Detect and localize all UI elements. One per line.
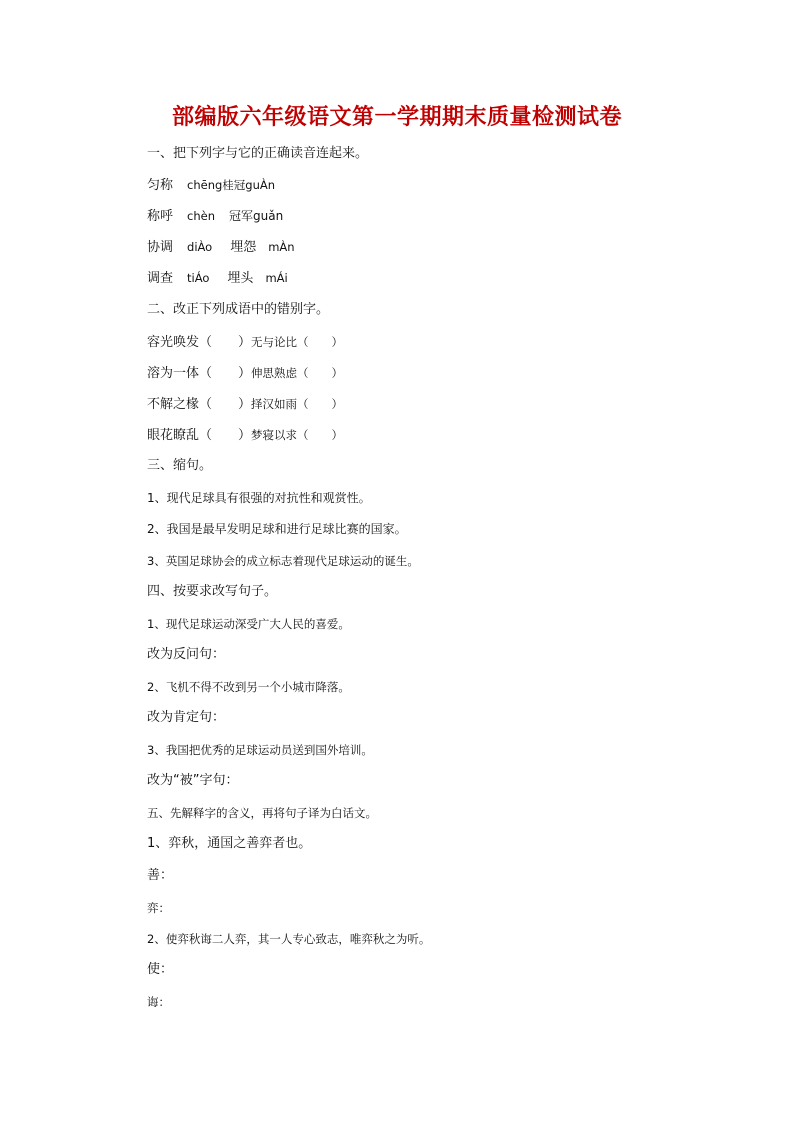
section4-heading: 四、按要求改写句子。 — [147, 584, 278, 599]
rewrite-task-3: 改为“被”字句： — [147, 773, 239, 788]
pinyin-word: 调查 — [147, 271, 174, 286]
pinyin-row-4 — [147, 270, 288, 287]
section1-heading: 一、把下列字与它的正确读音连起来。 — [147, 146, 369, 161]
word-gloss-label: 诲： — [147, 995, 170, 1009]
pinyin-reading: diÀo — [187, 240, 213, 254]
pinyin-reading: 冠军guǎn — [229, 209, 284, 223]
section3-heading: 三、缩句。 — [147, 458, 213, 473]
pinyin-word: 埋怨 — [230, 240, 257, 255]
pinyin-word: 协调 — [147, 240, 174, 255]
idiom-row-3 — [147, 396, 343, 413]
idiom-item: 容光唤发（ ） — [147, 335, 252, 350]
idiom-item: 伸思熟虑（ ） — [251, 366, 344, 380]
word-gloss-label: 弈： — [147, 901, 170, 915]
word-gloss-label: 使： — [147, 962, 174, 977]
word-gloss-label: 善： — [147, 868, 174, 883]
rewrite-task-2: 改为肯定句： — [147, 710, 226, 725]
pinyin-row-2 — [147, 208, 283, 225]
condense-sentence-2: 2、我国是最早发明足球和进行足球比赛的国家。 — [147, 522, 407, 536]
pinyin-word: 称呼 — [147, 209, 174, 224]
section5-heading: 五、先解释字的含义，再将句子译为白话文。 — [147, 806, 377, 820]
idiom-row-2 — [147, 365, 343, 382]
pinyin-reading: chēng桂冠guÀn — [187, 178, 276, 192]
idiom-item: 眼花瞭乱（ ） — [147, 428, 252, 443]
idiom-row-1 — [147, 334, 343, 351]
idiom-item: 溶为一体（ ） — [147, 366, 252, 381]
idiom-item: 无与论比（ ） — [251, 335, 344, 349]
classical-sentence-2: 2、使弈秋诲二人弈，其一人专心致志，唯弈秋之为听。 — [147, 932, 431, 946]
pinyin-row-3 — [147, 239, 295, 256]
document-title: 部编版六年级语文第一学期期末质量检测试卷 — [171, 104, 622, 130]
idiom-item: 梦寝以求（ ） — [251, 428, 344, 442]
rewrite-sentence-3: 3、我国把优秀的足球运动员送到国外培训。 — [147, 743, 373, 757]
rewrite-sentence-2: 2、飞机不得不改到另一个小城市降落。 — [147, 680, 350, 694]
idiom-row-4 — [147, 427, 343, 444]
pinyin-word: 匀称 — [147, 178, 174, 193]
pinyin-reading: mÁi — [265, 271, 288, 285]
pinyin-reading: tiÁo — [187, 271, 210, 285]
idiom-item: 择汉如雨（ ） — [251, 397, 344, 411]
idiom-item: 不解之椽（ ） — [147, 397, 252, 412]
rewrite-sentence-1: 1、现代足球运动深受广大人民的喜爱。 — [147, 617, 350, 631]
pinyin-word: 埋头 — [227, 271, 254, 286]
classical-sentence-1: 1、弈秋，通国之善弈者也。 — [147, 836, 312, 851]
condense-sentence-3: 3、英国足球协会的成立标志着现代足球运动的诞生。 — [147, 554, 419, 568]
condense-sentence-1: 1、现代足球具有很强的对抗性和观赏性。 — [147, 491, 371, 505]
section2-heading: 二、改正下列成语中的错别字。 — [147, 302, 330, 317]
pinyin-reading: mÀn — [268, 240, 295, 254]
rewrite-task-1: 改为反问句： — [147, 647, 226, 662]
pinyin-row-1 — [147, 177, 275, 194]
pinyin-reading: chèn — [187, 209, 215, 223]
